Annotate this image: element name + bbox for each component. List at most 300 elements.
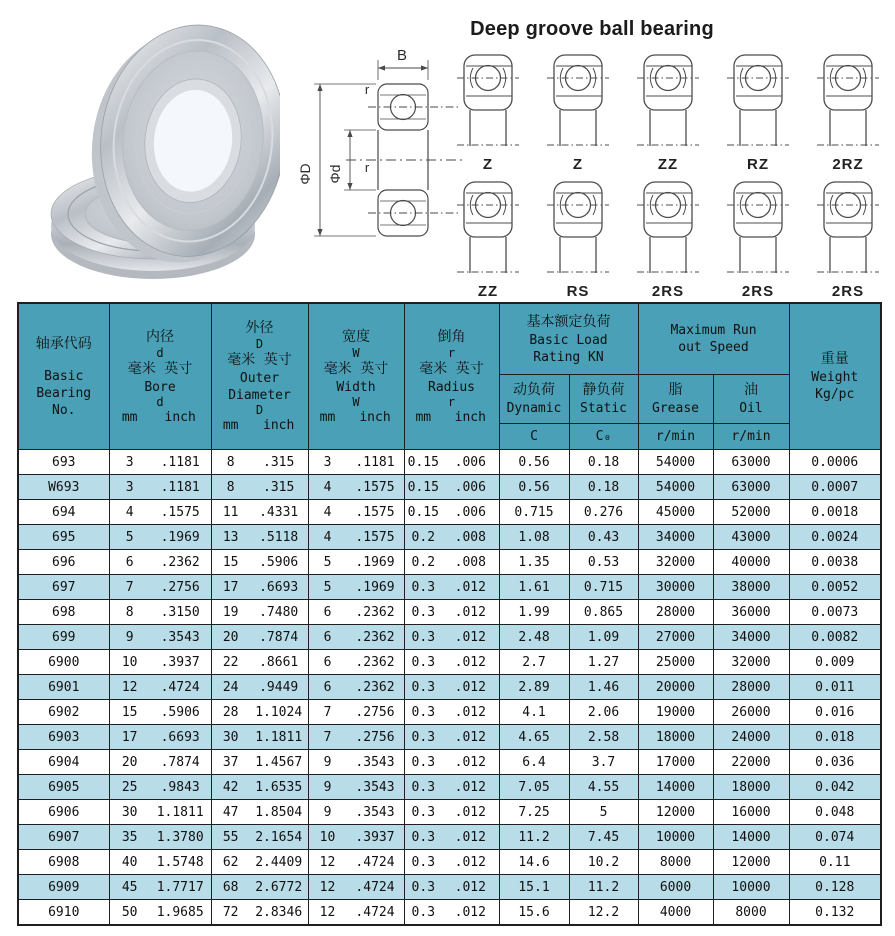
value-mm: 7: [323, 704, 332, 720]
cell-oil-speed: 16000: [713, 800, 789, 825]
cell-radius: [404, 725, 499, 750]
cell-width: [308, 575, 404, 600]
cell-radius: [404, 500, 499, 525]
value-mm: 25: [121, 779, 138, 795]
value-mm: 11: [222, 504, 239, 520]
value-inch: .6693: [259, 579, 299, 595]
value-mm: 0.15: [407, 504, 439, 520]
value-mm: 0.3: [411, 729, 436, 745]
header-bearing-no-en: No.: [52, 402, 76, 418]
header-static-en: Static: [580, 401, 627, 416]
table-row: [18, 775, 881, 800]
value-mm: 6: [323, 679, 332, 695]
value-inch: .4724: [355, 854, 395, 870]
value-mm: 0.3: [411, 704, 436, 720]
value-inch: .3937: [355, 829, 395, 845]
value-mm: 5: [323, 554, 332, 570]
value-mm: 9: [323, 779, 332, 795]
value-inch: .5906: [259, 554, 299, 570]
cell-oil-speed: 22000: [713, 750, 789, 775]
variant-label: RS: [566, 283, 590, 300]
cell-grease-speed: 54000: [638, 475, 713, 500]
cell-oil-speed: 32000: [713, 650, 789, 675]
table-row: [18, 575, 881, 600]
table-row: [18, 525, 881, 550]
value-inch: .3543: [355, 754, 395, 770]
table-row: [18, 800, 881, 825]
value-inch: .7874: [160, 754, 200, 770]
value-inch: .006: [454, 454, 486, 470]
cell-radius: [404, 825, 499, 850]
value-inch: .012: [454, 579, 486, 595]
cell-outer-diameter: [211, 775, 308, 800]
cell-width: [308, 600, 404, 625]
cell-grease-speed: 17000: [638, 750, 713, 775]
cell-width: [308, 550, 404, 575]
cell-weight: 0.011: [789, 675, 881, 700]
value-mm: 13: [222, 529, 239, 545]
value-inch: .1575: [355, 479, 395, 495]
cell-outer-diameter: [211, 675, 308, 700]
variant-label: 2RZ: [832, 156, 864, 173]
cell-dynamic-load: 0.715: [499, 500, 569, 525]
cell-outer-diameter: [211, 550, 308, 575]
value-inch: .4724: [355, 879, 395, 895]
value-inch: .012: [454, 654, 486, 670]
variant-label: ZZ: [657, 156, 679, 173]
cell-static-load: 7.45: [569, 825, 638, 850]
cell-outer-diameter: [211, 800, 308, 825]
cell-width: [308, 775, 404, 800]
cell-width: [308, 800, 404, 825]
cell-radius: [404, 550, 499, 575]
value-mm: 0.3: [411, 654, 436, 670]
header-bearing-no-en: Basic: [44, 368, 84, 384]
value-mm: 0.3: [411, 629, 436, 645]
cell-dynamic-load: 6.4: [499, 750, 569, 775]
bearing-variant-icon: [727, 52, 789, 152]
variant-icon-slot: [817, 52, 879, 156]
value-inch: 1.1811: [156, 804, 204, 820]
cell-bore: [109, 625, 211, 650]
header-load-group: [499, 303, 638, 375]
cell-oil-speed: 34000: [713, 625, 789, 650]
header-bearing-no-en: Bearing: [36, 385, 92, 401]
cell-bearing-no: 6908: [18, 850, 109, 875]
variant-icon-slot: [637, 52, 699, 156]
value-mm: 0.3: [411, 779, 436, 795]
cell-static-load: 5: [569, 800, 638, 825]
cell-weight: 0.0082: [789, 625, 881, 650]
cell-grease-speed: 4000: [638, 900, 713, 926]
value-mm: 0.3: [411, 829, 436, 845]
cell-grease-speed: 8000: [638, 850, 713, 875]
cell-radius: [404, 650, 499, 675]
value-mm: 3: [323, 454, 332, 470]
cell-grease-speed: 30000: [638, 575, 713, 600]
cell-bore: [109, 725, 211, 750]
bearing-variant-icon: [457, 52, 519, 152]
cell-static-load: 2.06: [569, 700, 638, 725]
dim-label-phi-inner: Φd: [327, 164, 343, 184]
cell-dynamic-load: 15.6: [499, 900, 569, 926]
cell-outer-diameter: [211, 575, 308, 600]
unit-inch: inch: [359, 409, 391, 425]
cell-static-load: 1.09: [569, 625, 638, 650]
cell-outer-diameter: [211, 900, 308, 926]
cell-bearing-no: 6909: [18, 875, 109, 900]
value-inch: 1.5748: [156, 854, 204, 870]
header-outer-diameter: [211, 303, 308, 450]
cell-weight: 0.0018: [789, 500, 881, 525]
cell-oil-speed: 40000: [713, 550, 789, 575]
variant-label: RZ: [747, 156, 769, 173]
variant-label: 2RS: [741, 283, 775, 300]
spec-table-body: [18, 450, 881, 926]
value-mm: 9: [323, 804, 332, 820]
value-mm: 7: [323, 729, 332, 745]
value-mm: 12: [319, 854, 336, 870]
header-grease-zh: 脂: [668, 382, 683, 398]
value-inch: .012: [454, 829, 486, 845]
value-inch: .7480: [259, 604, 299, 620]
value-inch: .7874: [259, 629, 299, 645]
cell-bearing-no: 695: [18, 525, 109, 550]
value-inch: .1575: [160, 504, 200, 520]
cell-width: [308, 625, 404, 650]
bearing-variant-icon: [817, 179, 879, 279]
header-width-zh: 宽度: [342, 328, 370, 345]
value-mm: 4: [323, 504, 332, 520]
header-bore-units: [110, 409, 211, 426]
value-inch: .1575: [355, 529, 395, 545]
cell-bearing-no: 6904: [18, 750, 109, 775]
cell-weight: 0.042: [789, 775, 881, 800]
cross-section-diagram: [288, 24, 463, 269]
cell-width: [308, 875, 404, 900]
bearing-variant-icon: [457, 179, 519, 279]
header-width-en: Width: [336, 379, 376, 395]
variant-icon-slot: [727, 52, 789, 156]
cell-bearing-no: 698: [18, 600, 109, 625]
cell-dynamic-load: 14.6: [499, 850, 569, 875]
value-inch: .008: [454, 554, 486, 570]
value-inch: .9843: [160, 779, 200, 795]
value-mm: 0.2: [411, 554, 436, 570]
value-inch: .2756: [355, 729, 395, 745]
value-mm: 55: [222, 829, 239, 845]
table-row: [18, 600, 881, 625]
variant-cell: [713, 52, 803, 173]
unit-inch: inch: [164, 409, 196, 425]
cell-outer-diameter: [211, 700, 308, 725]
table-row: [18, 650, 881, 675]
value-mm: 17: [121, 729, 138, 745]
value-mm: 0.15: [407, 454, 439, 470]
header-radius-units-zh: 毫米 英寸: [419, 360, 484, 377]
header-speed-en: out Speed: [678, 340, 749, 355]
header-weight-en: Weight: [811, 370, 859, 385]
value-inch: .012: [454, 604, 486, 620]
cell-bore: [109, 575, 211, 600]
header-radius-symbol: r: [447, 394, 456, 409]
cell-grease-speed: 14000: [638, 775, 713, 800]
value-mm: 24: [222, 679, 239, 695]
table-row: [18, 675, 881, 700]
header-width-units-zh: 毫米 英寸: [323, 360, 389, 377]
value-inch: .2362: [355, 679, 395, 695]
cell-static-load: 0.865: [569, 600, 638, 625]
value-inch: .012: [454, 879, 486, 895]
header-bore-symbol: d: [156, 394, 164, 409]
variant-cell: [713, 179, 803, 300]
cell-grease-speed: 34000: [638, 525, 713, 550]
value-mm: 8: [226, 479, 235, 495]
value-mm: 47: [222, 804, 239, 820]
value-inch: .012: [454, 679, 486, 695]
cell-grease-speed: 12000: [638, 800, 713, 825]
value-inch: .012: [454, 754, 486, 770]
cell-grease-speed: 18000: [638, 725, 713, 750]
cell-radius: [404, 600, 499, 625]
value-mm: 8: [125, 604, 134, 620]
header-grease-en: Grease: [652, 401, 699, 416]
value-inch: .006: [454, 479, 486, 495]
bearing-variant-icon: [727, 179, 789, 279]
cell-radius: [404, 450, 499, 475]
variant-cell: [803, 52, 893, 173]
value-mm: 9: [125, 629, 134, 645]
bearing-variant-icon: [547, 52, 609, 152]
cell-bearing-no: 6901: [18, 675, 109, 700]
value-inch: .1575: [355, 504, 395, 520]
table-row: [18, 500, 881, 525]
value-inch: .012: [454, 729, 486, 745]
cell-weight: 0.11: [789, 850, 881, 875]
cell-static-load: 1.27: [569, 650, 638, 675]
cell-weight: 0.0024: [789, 525, 881, 550]
value-inch: 1.6535: [255, 779, 303, 795]
cell-bore: [109, 900, 211, 926]
cell-static-load: 0.18: [569, 450, 638, 475]
header-dynamic-load: [499, 375, 569, 424]
cell-oil-speed: 10000: [713, 875, 789, 900]
cell-dynamic-load: 2.48: [499, 625, 569, 650]
value-mm: 62: [222, 854, 239, 870]
value-mm: 28: [222, 704, 239, 720]
value-inch: .012: [454, 804, 486, 820]
cell-outer-diameter: [211, 625, 308, 650]
variant-icon-slot: [547, 52, 609, 156]
value-mm: 12: [319, 879, 336, 895]
header-bore-en: Bore: [144, 379, 176, 395]
header-outer-units-zh: 毫米 英寸: [227, 352, 292, 368]
unit-mm: mm: [319, 409, 336, 425]
table-row: [18, 475, 881, 500]
unit-mm: mm: [415, 409, 432, 425]
variant-icon-slot: [457, 52, 519, 156]
variant-cell: [623, 179, 713, 300]
header-radius-symbol: r: [447, 345, 456, 360]
cell-weight: 0.074: [789, 825, 881, 850]
variant-label: Z: [482, 156, 494, 173]
value-mm: 15: [121, 704, 138, 720]
dim-label-b: B: [396, 47, 408, 64]
cell-dynamic-load: 4.65: [499, 725, 569, 750]
cell-oil-speed: 12000: [713, 850, 789, 875]
value-mm: 3: [125, 479, 134, 495]
dim-label-r-top: r: [364, 82, 370, 97]
value-mm: 0.3: [411, 904, 436, 920]
value-mm: 0.3: [411, 579, 436, 595]
cell-outer-diameter: [211, 600, 308, 625]
value-inch: .2756: [355, 704, 395, 720]
header-radius: [404, 303, 499, 450]
variant-icon-slot: [727, 179, 789, 283]
header-load-zh: 基本额定负荷: [526, 313, 611, 330]
cell-dynamic-load: 11.2: [499, 825, 569, 850]
cell-outer-diameter: [211, 475, 308, 500]
cell-oil-speed: 8000: [713, 900, 789, 926]
header-bore: [109, 303, 211, 450]
header-static-zh: 静负荷: [582, 382, 625, 398]
cell-oil-speed: 38000: [713, 575, 789, 600]
value-inch: .2362: [355, 629, 395, 645]
header-speed-en: Maximum Run: [670, 323, 757, 338]
header-oil-zh: 油: [744, 382, 758, 398]
header-radius-en: Radius: [428, 379, 475, 395]
cell-radius: [404, 800, 499, 825]
cell-width: [308, 900, 404, 926]
header-dynamic-unit: C: [499, 424, 569, 450]
variant-label: ZZ: [477, 283, 499, 300]
cell-bearing-no: 6900: [18, 650, 109, 675]
cell-radius: [404, 900, 499, 926]
cell-grease-speed: 27000: [638, 625, 713, 650]
cell-width: [308, 500, 404, 525]
table-row: [18, 550, 881, 575]
cell-weight: 0.0006: [789, 450, 881, 475]
value-inch: 1.4567: [255, 754, 303, 770]
cell-static-load: 3.7: [569, 750, 638, 775]
cell-oil-speed: 63000: [713, 450, 789, 475]
cell-dynamic-load: 0.56: [499, 450, 569, 475]
spec-table: [17, 302, 882, 926]
variant-icon-slot: [637, 179, 699, 283]
value-mm: 37: [222, 754, 239, 770]
cell-bearing-no: 694: [18, 500, 109, 525]
value-mm: 6: [323, 629, 332, 645]
cell-radius: [404, 750, 499, 775]
cell-bearing-no: 699: [18, 625, 109, 650]
value-inch: 2.8346: [255, 904, 303, 920]
cell-oil-speed: 24000: [713, 725, 789, 750]
cell-static-load: 0.715: [569, 575, 638, 600]
header-static-load: [569, 375, 638, 424]
page-title: Deep groove ball bearing: [470, 18, 714, 40]
cell-bore: [109, 525, 211, 550]
cell-dynamic-load: 1.08: [499, 525, 569, 550]
table-row: [18, 900, 881, 926]
header-bearing-no: [18, 303, 109, 450]
cell-bore: [109, 775, 211, 800]
variant-cell: [443, 52, 533, 173]
value-mm: 7: [125, 579, 134, 595]
cell-radius: [404, 525, 499, 550]
product-photo: [35, 6, 280, 286]
value-inch: .4724: [355, 904, 395, 920]
header-width-symbol: W: [352, 345, 360, 360]
cell-radius: [404, 875, 499, 900]
cell-bearing-no: 6902: [18, 700, 109, 725]
header-outer-en: Diameter: [228, 388, 291, 403]
table-row: [18, 450, 881, 475]
value-inch: 1.1024: [255, 704, 303, 720]
cell-weight: 0.0052: [789, 575, 881, 600]
value-mm: 35: [121, 829, 138, 845]
cell-radius: [404, 850, 499, 875]
cell-bearing-no: 696: [18, 550, 109, 575]
unit-mm: mm: [121, 409, 138, 425]
value-mm: 6: [125, 554, 134, 570]
value-mm: 9: [323, 754, 332, 770]
cell-bore: [109, 475, 211, 500]
table-row: [18, 850, 881, 875]
cell-radius: [404, 475, 499, 500]
cell-dynamic-load: 15.1: [499, 875, 569, 900]
value-inch: .315: [263, 454, 295, 470]
variant-cell: [623, 52, 713, 173]
value-mm: 15: [222, 554, 239, 570]
cell-bearing-no: 6907: [18, 825, 109, 850]
cell-dynamic-load: 7.05: [499, 775, 569, 800]
value-inch: .8661: [259, 654, 299, 670]
cell-static-load: 0.53: [569, 550, 638, 575]
cell-grease-speed: 19000: [638, 700, 713, 725]
header-dynamic-en: Dynamic: [506, 401, 562, 416]
value-inch: 2.4409: [255, 854, 303, 870]
cell-bore: [109, 500, 211, 525]
cell-width: [308, 825, 404, 850]
table-row: [18, 700, 881, 725]
variant-label: Z: [572, 156, 584, 173]
value-mm: 42: [222, 779, 239, 795]
cell-width: [308, 525, 404, 550]
value-mm: 0.3: [411, 854, 436, 870]
cell-oil-speed: 14000: [713, 825, 789, 850]
cell-bore: [109, 550, 211, 575]
value-inch: .315: [263, 479, 295, 495]
cell-static-load: 1.46: [569, 675, 638, 700]
value-inch: .3543: [160, 629, 200, 645]
value-inch: .2362: [160, 554, 200, 570]
value-inch: .4724: [160, 679, 200, 695]
value-inch: .2362: [355, 604, 395, 620]
cell-static-load: 0.43: [569, 525, 638, 550]
cell-dynamic-load: 1.61: [499, 575, 569, 600]
cell-grease-speed: 10000: [638, 825, 713, 850]
value-inch: .2362: [355, 654, 395, 670]
header-grease-unit: r/min: [638, 424, 713, 450]
cell-radius: [404, 625, 499, 650]
header-bearing-no-zh: 轴承代码: [35, 335, 92, 352]
cell-grease-speed: 6000: [638, 875, 713, 900]
cell-bore: [109, 750, 211, 775]
cell-bearing-no: 6903: [18, 725, 109, 750]
value-mm: 30: [222, 729, 239, 745]
value-inch: 1.8504: [255, 804, 303, 820]
cell-weight: 0.128: [789, 875, 881, 900]
